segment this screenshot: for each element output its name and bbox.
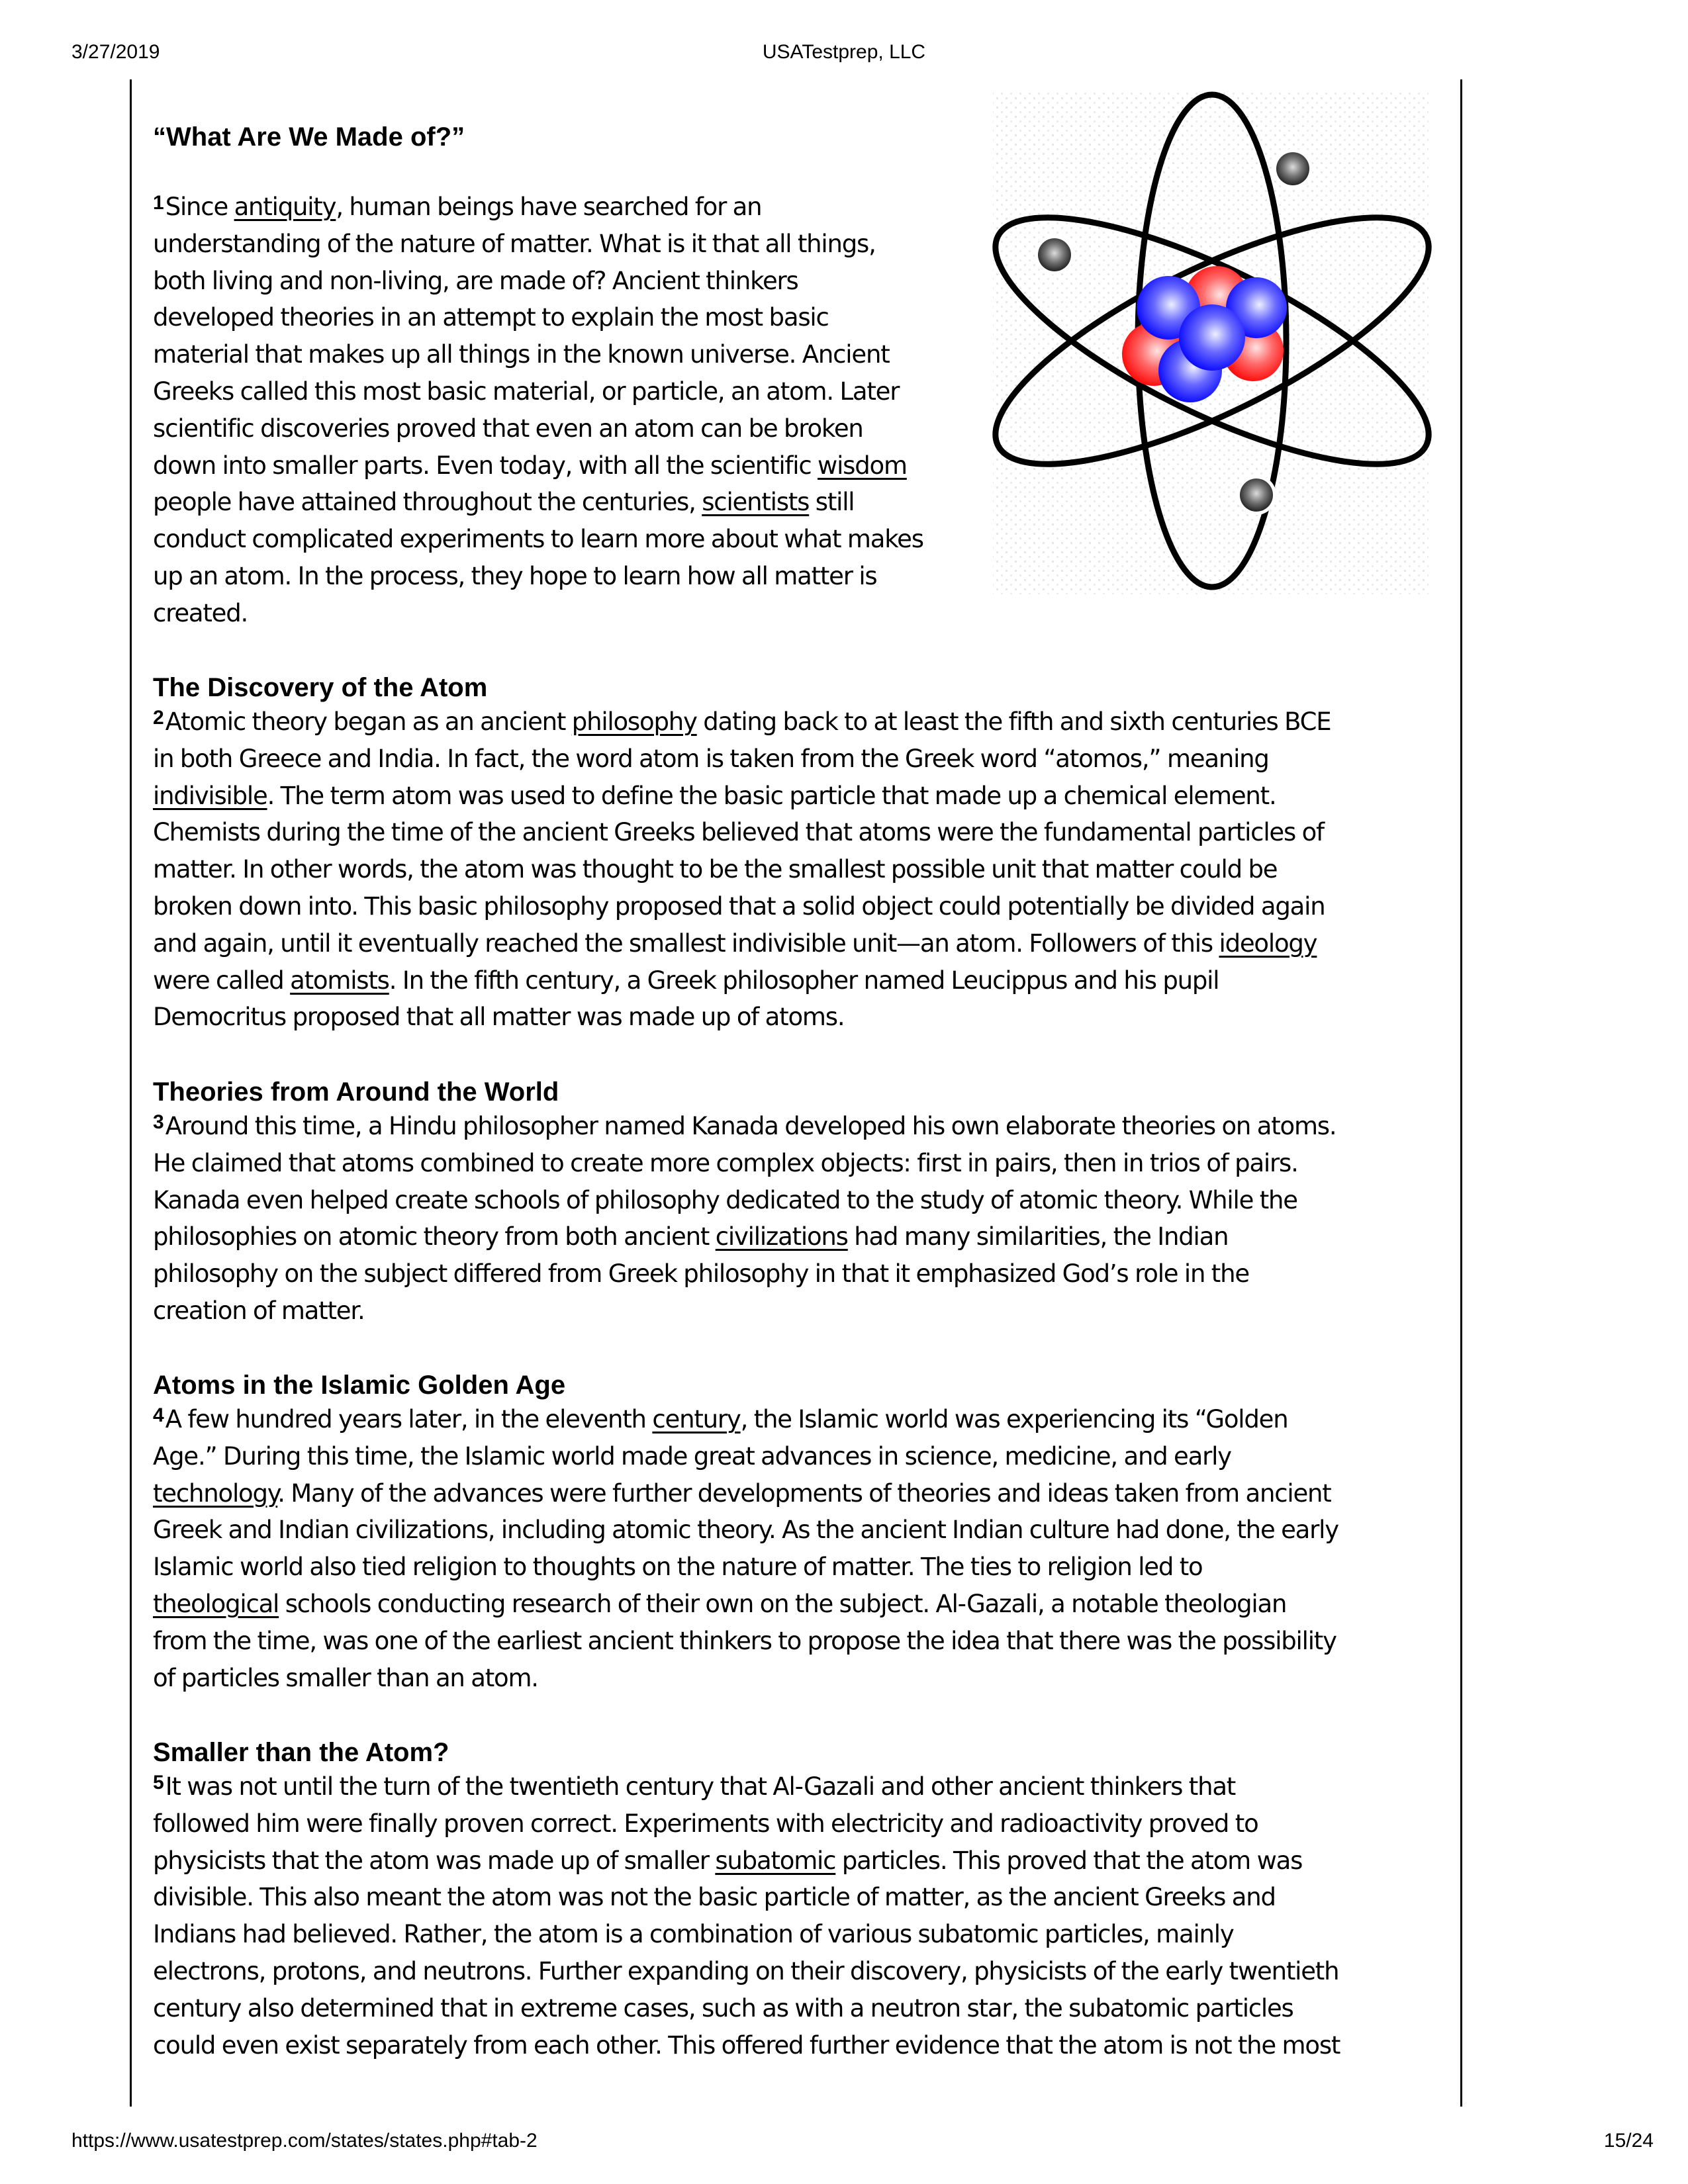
text-line	[153, 962, 1331, 999]
text-line	[153, 263, 923, 300]
text-run: conduct complicated experiments to learn more about what makes	[153, 525, 923, 554]
text-run: created.	[153, 598, 248, 627]
text-line	[153, 1953, 1340, 1990]
text-run: century also determined that in extreme cases, such as with a neutron star, the subatomic particles	[153, 1993, 1293, 2023]
text-run: He claimed that atoms combined to create more complex objects: first in pairs, then in trios of pairs.	[153, 1148, 1298, 1177]
text-line	[153, 704, 1331, 741]
text-run: philosophy on the subject differed from Greek philosophy in that it emphasized God’s role in the	[153, 1259, 1249, 1289]
text-line	[153, 1218, 1336, 1255]
paragraph-number: 3	[153, 1111, 164, 1133]
text-line	[153, 299, 923, 336]
text-run: Age.” During this time, the Islamic world made great advances in science, medicine, and early	[153, 1441, 1231, 1471]
text-run: Indians had believed. Rather, the atom is a combination of various subatomic particles, mainly	[153, 1920, 1234, 1949]
text-line	[153, 1475, 1338, 1512]
text-line	[153, 595, 923, 632]
atom-diagram-icon	[985, 86, 1435, 599]
text-line	[153, 1768, 1340, 1805]
text-line	[153, 1843, 1340, 1880]
text-line	[153, 226, 923, 263]
text-line	[153, 373, 923, 410]
text-run: . Many of the advances were further developments of theories and ideas taken from ancient	[277, 1479, 1331, 1508]
paragraph-number: 4	[153, 1404, 164, 1426]
text-run: Democritus proposed that all matter was made up of atoms.	[153, 1003, 845, 1032]
text-run: down into smaller parts. Even today, with all the scientific	[153, 451, 818, 480]
vocabulary-link[interactable]: scientists	[702, 488, 810, 517]
paragraph-5	[153, 1768, 1340, 2064]
text-run: Around this time, a Hindu philosopher named Kanada developed his own elaborate theories on atoms.	[165, 1112, 1336, 1140]
text-run: understanding of the nature of matter. What is it that all things,	[153, 229, 876, 258]
text-line	[153, 189, 923, 226]
text-run: , human beings have searched for an	[336, 193, 762, 221]
text-run: electrons, protons, and neutrons. Further expanding on their discovery, physicists of the early twentieth	[153, 1956, 1339, 1985]
vocabulary-link[interactable]: wisdom	[818, 451, 907, 480]
text-run: Islamic world also tied religion to thoughts on the nature of matter. The ties to religion led to	[153, 1553, 1203, 1582]
paragraph-3	[153, 1108, 1336, 1330]
text-run: Kanada even helped create schools of philosophy dedicated to the study of atomic theory. While the	[153, 1185, 1297, 1214]
text-line	[153, 1255, 1336, 1293]
text-line	[153, 1182, 1336, 1219]
text-line	[153, 1512, 1338, 1549]
text-line	[153, 1108, 1336, 1145]
text-line	[153, 1401, 1338, 1438]
text-line	[153, 1145, 1336, 1182]
vocabulary-link[interactable]: century	[652, 1405, 741, 1433]
paragraph-2	[153, 704, 1331, 1036]
text-line	[153, 814, 1331, 851]
text-line	[153, 888, 1331, 925]
paragraph-number: 1	[153, 192, 164, 214]
text-run: . In the fifth century, a Greek philosopher named Leucippus and his pupil	[389, 966, 1219, 995]
text-run: . The term atom was used to define the basic particle that made up a chemical element.	[267, 781, 1276, 810]
text-run: followed him were finally proven correct. Experiments with electricity and radioactivity proved to	[153, 1809, 1258, 1838]
text-line	[153, 484, 923, 521]
text-run: material that makes up all things in the known universe. Ancient	[153, 340, 890, 369]
text-run: physicists that the atom was made up of smaller	[153, 1846, 716, 1875]
text-run: schools conducting research of their own on the subject. Al-Gazali, a notable theologian	[279, 1589, 1287, 1618]
text-run: divisible. This also meant the atom was not the basic particle of matter, as the ancient Greeks and	[153, 1883, 1276, 1912]
paragraph-number: 5	[153, 1772, 164, 1794]
text-run: creation of matter.	[153, 1296, 365, 1325]
text-run: Chemists during the time of the ancient Greeks believed that atoms were the fundamental particles of	[153, 818, 1324, 847]
text-line	[153, 1438, 1338, 1475]
text-run: broken down into. This basic philosophy proposed that a solid object could potentially be divided again	[153, 891, 1325, 921]
text-run: both living and non-living, are made of? Ancient thinkers	[153, 266, 798, 295]
vocabulary-link[interactable]: antiquity	[234, 193, 336, 221]
print-date: 3/27/2019	[71, 41, 160, 63]
vocabulary-link[interactable]: theological	[153, 1589, 279, 1618]
text-line	[153, 1916, 1340, 1953]
text-run: A few hundred years later, in the eleventh	[165, 1405, 653, 1433]
page-number: 15/24	[1603, 2130, 1654, 2152]
text-line	[153, 1990, 1340, 2027]
print-site-title: USATestprep, LLC	[762, 41, 926, 63]
section-heading-smaller-than-atom: Smaller than the Atom?	[153, 1738, 449, 1767]
paragraph-number: 2	[153, 707, 164, 729]
section-heading-discovery: The Discovery of the Atom	[153, 673, 488, 702]
text-run: Since	[165, 193, 234, 221]
text-run: still	[809, 488, 855, 517]
vocabulary-link[interactable]: technology	[153, 1479, 278, 1508]
text-run: up an atom. In the process, they hope to learn how all matter is	[153, 561, 877, 590]
text-run: Greek and Indian civilizations, including atomic theory. As the ancient Indian culture had done, the early	[153, 1516, 1338, 1545]
vocabulary-link[interactable]: indivisible	[153, 781, 267, 810]
text-run: philosophies on atomic theory from both ancient	[153, 1222, 716, 1251]
text-run: scientific discoveries proved that even an atom can be broken	[153, 414, 863, 443]
section-heading-islamic-golden-age: Atoms in the Islamic Golden Age	[153, 1371, 566, 1400]
text-run: Atomic theory began as an ancient	[165, 707, 572, 736]
text-line	[153, 1879, 1340, 1916]
text-line	[153, 1586, 1338, 1623]
paragraph-1	[153, 189, 923, 632]
text-run: It was not until the turn of the twentieth century that Al-Gazali and other ancient thinkers that	[165, 1772, 1236, 1801]
text-line	[153, 851, 1331, 888]
text-line	[153, 336, 923, 373]
text-line	[153, 2027, 1340, 2064]
text-line	[153, 1293, 1336, 1330]
text-run: could even exist separately from each other. This offered further evidence that the atom is not the most	[153, 2030, 1340, 2060]
paragraph-4	[153, 1401, 1338, 1696]
text-line	[153, 741, 1331, 778]
text-line	[153, 925, 1331, 962]
vocabulary-link[interactable]: philosophy	[571, 707, 697, 736]
text-line	[153, 1805, 1340, 1843]
vocabulary-link[interactable]: civilizations	[715, 1222, 848, 1251]
text-run: of particles smaller than an atom.	[153, 1663, 538, 1692]
text-run: particles. This proved that the atom was	[835, 1846, 1303, 1875]
text-line	[153, 1623, 1338, 1660]
article-title: “What Are We Made of?”	[153, 122, 465, 152]
text-run: dating back to at least the fifth and sixth centuries BCE	[696, 707, 1331, 736]
text-run: people have attained throughout the centuries,	[153, 488, 702, 517]
text-run: from the time, was one of the earliest ancient thinkers to propose the idea that there was the possibility	[153, 1626, 1336, 1655]
text-line	[153, 410, 923, 447]
text-run: had many similarities, the Indian	[847, 1222, 1229, 1251]
vocabulary-link[interactable]: atomists	[290, 966, 389, 995]
vocabulary-link[interactable]: ideology	[1219, 929, 1317, 958]
section-heading-theories: Theories from Around the World	[153, 1077, 559, 1107]
text-run: Greeks called this most basic material, or particle, an atom. Later	[153, 377, 900, 406]
text-line	[153, 447, 923, 484]
text-line	[153, 778, 1331, 815]
vocabulary-link[interactable]: subatomic	[715, 1846, 836, 1875]
text-run: and again, until it eventually reached the smallest indivisible unit—an atom. Followers of this	[153, 929, 1219, 958]
text-run: matter. In other words, the atom was thought to be the smallest possible unit that matter could be	[153, 855, 1278, 884]
text-run: , the Islamic world was experiencing its “Golden	[740, 1405, 1288, 1433]
text-line	[153, 1660, 1338, 1697]
print-url: https://www.usatestprep.com/states/states.php#tab-2	[71, 2130, 538, 2152]
text-line	[153, 1549, 1338, 1586]
text-run: in both Greece and India. In fact, the word atom is taken from the Greek word “atomos,” meaning	[153, 744, 1269, 773]
text-line	[153, 558, 923, 595]
text-line	[153, 521, 923, 558]
text-run: were called	[153, 966, 291, 995]
text-run: developed theories in an attempt to explain the most basic	[153, 303, 829, 332]
text-line	[153, 999, 1331, 1036]
